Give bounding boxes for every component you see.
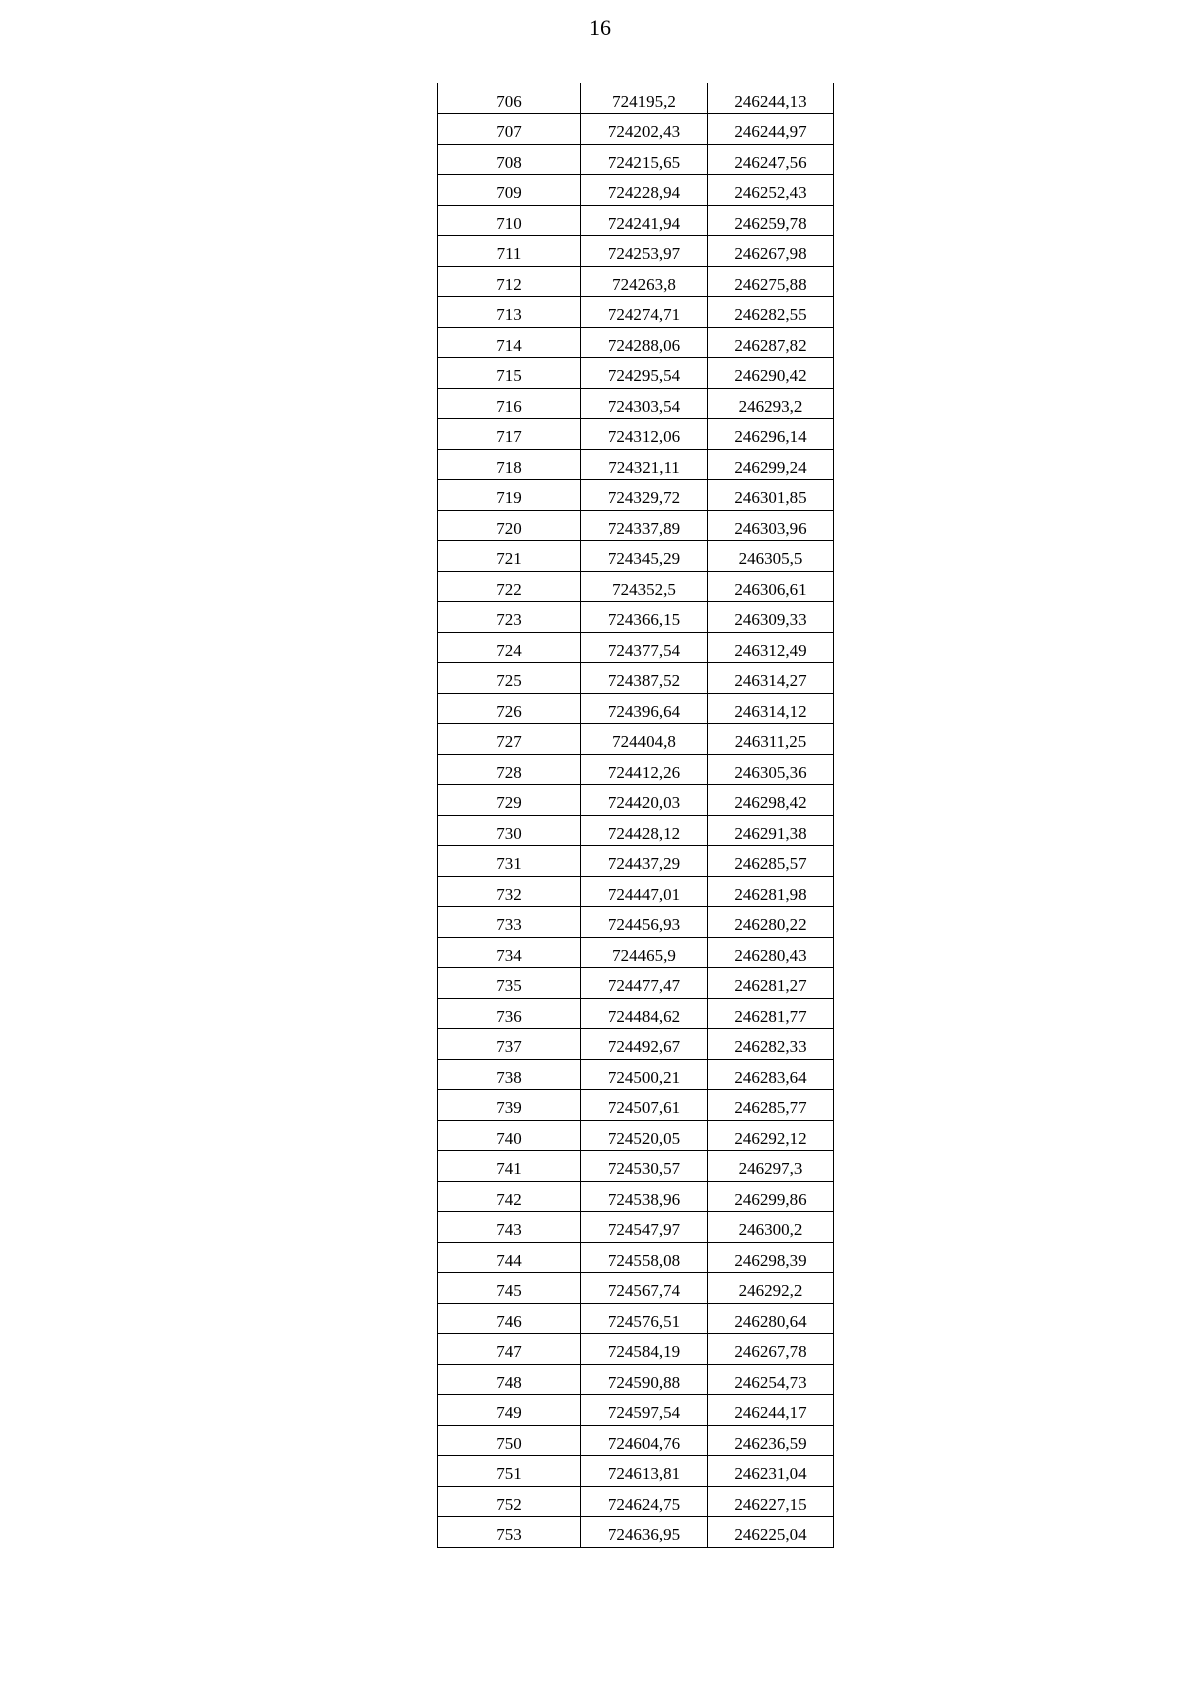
table-row (438, 510, 834, 541)
y-coordinate-cell: 246283,64 (708, 1059, 834, 1090)
point-number-cell: 722 (438, 571, 581, 602)
table-row (438, 1425, 834, 1456)
point-number-cell: 737 (438, 1029, 581, 1060)
point-number-cell: 714 (438, 327, 581, 358)
y-coordinate-cell: 246280,43 (708, 937, 834, 968)
x-coordinate-cell: 724530,57 (581, 1151, 708, 1182)
x-coordinate-cell: 724352,5 (581, 571, 708, 602)
coordinates-table-body (438, 83, 834, 1547)
table-row (438, 541, 834, 572)
table-row (438, 114, 834, 145)
x-coordinate-cell: 724456,93 (581, 907, 708, 938)
point-number-cell: 735 (438, 968, 581, 999)
x-coordinate-cell: 724404,8 (581, 724, 708, 755)
x-coordinate-cell: 724558,08 (581, 1242, 708, 1273)
x-coordinate-cell: 724420,03 (581, 785, 708, 816)
x-coordinate-cell: 724447,01 (581, 876, 708, 907)
table-row (438, 724, 834, 755)
y-coordinate-cell: 246280,64 (708, 1303, 834, 1334)
x-coordinate-cell: 724412,26 (581, 754, 708, 785)
y-coordinate-cell: 246281,27 (708, 968, 834, 999)
point-number-cell: 745 (438, 1273, 581, 1304)
y-coordinate-cell: 246306,61 (708, 571, 834, 602)
x-coordinate-cell: 724241,94 (581, 205, 708, 236)
table-row (438, 663, 834, 694)
table-row (438, 175, 834, 206)
x-coordinate-cell: 724636,95 (581, 1517, 708, 1548)
y-coordinate-cell: 246305,5 (708, 541, 834, 572)
y-coordinate-cell: 246287,82 (708, 327, 834, 358)
table-row (438, 1090, 834, 1121)
y-coordinate-cell: 246297,3 (708, 1151, 834, 1182)
y-coordinate-cell: 246285,57 (708, 846, 834, 877)
point-number-cell: 730 (438, 815, 581, 846)
point-number-cell: 732 (438, 876, 581, 907)
table-row (438, 571, 834, 602)
point-number-cell: 734 (438, 937, 581, 968)
table-row (438, 1395, 834, 1426)
point-number-cell: 721 (438, 541, 581, 572)
x-coordinate-cell: 724396,64 (581, 693, 708, 724)
y-coordinate-cell: 246282,33 (708, 1029, 834, 1060)
y-coordinate-cell: 246298,42 (708, 785, 834, 816)
table-row (438, 480, 834, 511)
x-coordinate-cell: 724597,54 (581, 1395, 708, 1426)
x-coordinate-cell: 724215,65 (581, 144, 708, 175)
table-row (438, 266, 834, 297)
table-row (438, 1334, 834, 1365)
table-row (438, 83, 834, 114)
y-coordinate-cell: 246225,04 (708, 1517, 834, 1548)
point-number-cell: 718 (438, 449, 581, 480)
y-coordinate-cell: 246281,77 (708, 998, 834, 1029)
page-number: 16 (589, 15, 611, 40)
x-coordinate-cell: 724202,43 (581, 114, 708, 145)
table-row (438, 876, 834, 907)
point-number-cell: 706 (438, 83, 581, 114)
point-number-cell: 739 (438, 1090, 581, 1121)
y-coordinate-cell: 246282,55 (708, 297, 834, 328)
point-number-cell: 740 (438, 1120, 581, 1151)
y-coordinate-cell: 246290,42 (708, 358, 834, 389)
y-coordinate-cell: 246247,56 (708, 144, 834, 175)
point-number-cell: 751 (438, 1456, 581, 1487)
x-coordinate-cell: 724321,11 (581, 449, 708, 480)
table-row (438, 1364, 834, 1395)
point-number-cell: 713 (438, 297, 581, 328)
x-coordinate-cell: 724387,52 (581, 663, 708, 694)
point-number-cell: 715 (438, 358, 581, 389)
y-coordinate-cell: 246280,22 (708, 907, 834, 938)
y-coordinate-cell: 246292,12 (708, 1120, 834, 1151)
point-number-cell: 747 (438, 1334, 581, 1365)
y-coordinate-cell: 246267,98 (708, 236, 834, 267)
x-coordinate-cell: 724428,12 (581, 815, 708, 846)
point-number-cell: 712 (438, 266, 581, 297)
y-coordinate-cell: 246299,86 (708, 1181, 834, 1212)
point-number-cell: 736 (438, 998, 581, 1029)
table-row (438, 236, 834, 267)
table-row (438, 1029, 834, 1060)
point-number-cell: 711 (438, 236, 581, 267)
point-number-cell: 728 (438, 754, 581, 785)
table-row (438, 327, 834, 358)
point-number-cell: 720 (438, 510, 581, 541)
point-number-cell: 709 (438, 175, 581, 206)
table-row (438, 846, 834, 877)
table-row (438, 602, 834, 633)
x-coordinate-cell: 724465,9 (581, 937, 708, 968)
x-coordinate-cell: 724477,47 (581, 968, 708, 999)
x-coordinate-cell: 724253,97 (581, 236, 708, 267)
table-row (438, 144, 834, 175)
table-row (438, 754, 834, 785)
table-row (438, 1273, 834, 1304)
x-coordinate-cell: 724576,51 (581, 1303, 708, 1334)
x-coordinate-cell: 724303,54 (581, 388, 708, 419)
point-number-cell: 725 (438, 663, 581, 694)
y-coordinate-cell: 246254,73 (708, 1364, 834, 1395)
y-coordinate-cell: 246301,85 (708, 480, 834, 511)
table-row (438, 1212, 834, 1243)
y-coordinate-cell: 246296,14 (708, 419, 834, 450)
x-coordinate-cell: 724329,72 (581, 480, 708, 511)
point-number-cell: 726 (438, 693, 581, 724)
x-coordinate-cell: 724507,61 (581, 1090, 708, 1121)
y-coordinate-cell: 246252,43 (708, 175, 834, 206)
y-coordinate-cell: 246312,49 (708, 632, 834, 663)
y-coordinate-cell: 246314,27 (708, 663, 834, 694)
y-coordinate-cell: 246311,25 (708, 724, 834, 755)
x-coordinate-cell: 724547,97 (581, 1212, 708, 1243)
y-coordinate-cell: 246275,88 (708, 266, 834, 297)
x-coordinate-cell: 724604,76 (581, 1425, 708, 1456)
x-coordinate-cell: 724274,71 (581, 297, 708, 328)
point-number-cell: 733 (438, 907, 581, 938)
x-coordinate-cell: 724337,89 (581, 510, 708, 541)
x-coordinate-cell: 724377,54 (581, 632, 708, 663)
table-row (438, 419, 834, 450)
point-number-cell: 727 (438, 724, 581, 755)
y-coordinate-cell: 246309,33 (708, 602, 834, 633)
x-coordinate-cell: 724437,29 (581, 846, 708, 877)
x-coordinate-cell: 724567,74 (581, 1273, 708, 1304)
table-row (438, 693, 834, 724)
table-row (438, 205, 834, 236)
table-row (438, 785, 834, 816)
table-row (438, 968, 834, 999)
point-number-cell: 717 (438, 419, 581, 450)
y-coordinate-cell: 246244,13 (708, 83, 834, 114)
y-coordinate-cell: 246314,12 (708, 693, 834, 724)
y-coordinate-cell: 246293,2 (708, 388, 834, 419)
table-row (438, 907, 834, 938)
x-coordinate-cell: 724195,2 (581, 83, 708, 114)
table-row (438, 1303, 834, 1334)
x-coordinate-cell: 724263,8 (581, 266, 708, 297)
table-row (438, 1242, 834, 1273)
point-number-cell: 724 (438, 632, 581, 663)
y-coordinate-cell: 246244,97 (708, 114, 834, 145)
point-number-cell: 743 (438, 1212, 581, 1243)
y-coordinate-cell: 246292,2 (708, 1273, 834, 1304)
x-coordinate-cell: 724295,54 (581, 358, 708, 389)
point-number-cell: 707 (438, 114, 581, 145)
point-number-cell: 742 (438, 1181, 581, 1212)
table-row (438, 1456, 834, 1487)
point-number-cell: 738 (438, 1059, 581, 1090)
point-number-cell: 729 (438, 785, 581, 816)
y-coordinate-cell: 246267,78 (708, 1334, 834, 1365)
point-number-cell: 750 (438, 1425, 581, 1456)
y-coordinate-cell: 246281,98 (708, 876, 834, 907)
x-coordinate-cell: 724538,96 (581, 1181, 708, 1212)
point-number-cell: 708 (438, 144, 581, 175)
y-coordinate-cell: 246227,15 (708, 1486, 834, 1517)
x-coordinate-cell: 724366,15 (581, 602, 708, 633)
table-row (438, 1059, 834, 1090)
table-row (438, 1517, 834, 1548)
y-coordinate-cell: 246244,17 (708, 1395, 834, 1426)
table-row (438, 632, 834, 663)
x-coordinate-cell: 724500,21 (581, 1059, 708, 1090)
x-coordinate-cell: 724484,62 (581, 998, 708, 1029)
y-coordinate-cell: 246300,2 (708, 1212, 834, 1243)
y-coordinate-cell: 246259,78 (708, 205, 834, 236)
x-coordinate-cell: 724590,88 (581, 1364, 708, 1395)
point-number-cell: 741 (438, 1151, 581, 1182)
point-number-cell: 710 (438, 205, 581, 236)
y-coordinate-cell: 246299,24 (708, 449, 834, 480)
y-coordinate-cell: 246303,96 (708, 510, 834, 541)
point-number-cell: 716 (438, 388, 581, 419)
x-coordinate-cell: 724584,19 (581, 1334, 708, 1365)
y-coordinate-cell: 246305,36 (708, 754, 834, 785)
y-coordinate-cell: 246298,39 (708, 1242, 834, 1273)
table-row (438, 815, 834, 846)
y-coordinate-cell: 246285,77 (708, 1090, 834, 1121)
point-number-cell: 719 (438, 480, 581, 511)
x-coordinate-cell: 724624,75 (581, 1486, 708, 1517)
point-number-cell: 749 (438, 1395, 581, 1426)
point-number-cell: 744 (438, 1242, 581, 1273)
table-row (438, 388, 834, 419)
point-number-cell: 752 (438, 1486, 581, 1517)
y-coordinate-cell: 246231,04 (708, 1456, 834, 1487)
coordinates-table (437, 83, 834, 1548)
point-number-cell: 746 (438, 1303, 581, 1334)
table-row (438, 1151, 834, 1182)
table-row (438, 998, 834, 1029)
x-coordinate-cell: 724492,67 (581, 1029, 708, 1060)
table-row (438, 1181, 834, 1212)
x-coordinate-cell: 724228,94 (581, 175, 708, 206)
table-row (438, 297, 834, 328)
table-row (438, 1120, 834, 1151)
table-row (438, 358, 834, 389)
table-row (438, 937, 834, 968)
y-coordinate-cell: 246291,38 (708, 815, 834, 846)
point-number-cell: 753 (438, 1517, 581, 1548)
point-number-cell: 731 (438, 846, 581, 877)
x-coordinate-cell: 724345,29 (581, 541, 708, 572)
x-coordinate-cell: 724520,05 (581, 1120, 708, 1151)
y-coordinate-cell: 246236,59 (708, 1425, 834, 1456)
table-row (438, 449, 834, 480)
table-row (438, 1486, 834, 1517)
x-coordinate-cell: 724613,81 (581, 1456, 708, 1487)
x-coordinate-cell: 724288,06 (581, 327, 708, 358)
point-number-cell: 748 (438, 1364, 581, 1395)
x-coordinate-cell: 724312,06 (581, 419, 708, 450)
point-number-cell: 723 (438, 602, 581, 633)
